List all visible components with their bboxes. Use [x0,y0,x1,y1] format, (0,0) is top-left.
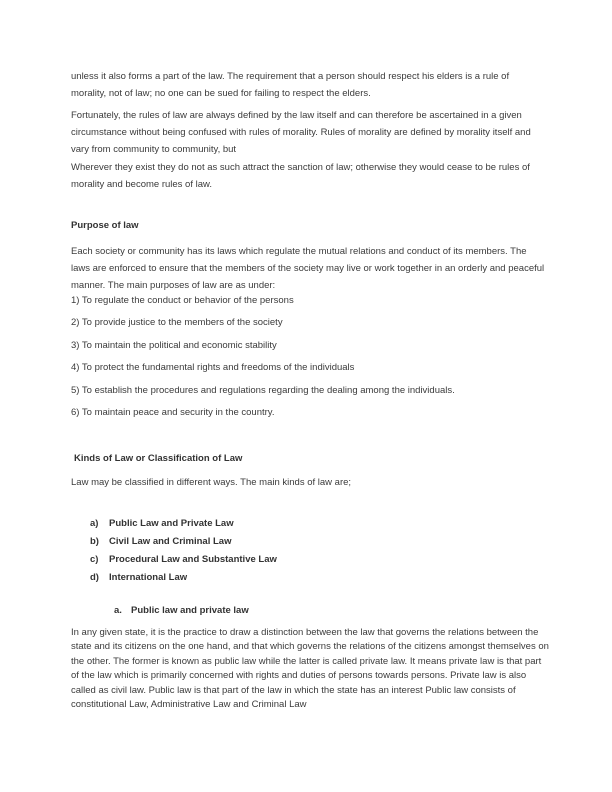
kinds-list-item-label: International Law [109,572,188,583]
list-marker: d) [90,572,99,583]
paragraph-rules-of-law-defined: Fortunately, the rules of law are always defined by the law itself and can therefore be ascertained in a given circumstance without being confused with rules of morality. Rules of morality are defined by morality itself and vary from community to community, but [71,110,531,155]
purpose-list-item: 6) To maintain peace and security in the country. [71,407,275,419]
subheading-label: Public law and private law [131,605,249,616]
subheading-public-private-law [114,605,249,617]
subheading-marker: a. [114,605,122,616]
kinds-list-item-label: Procedural Law and Substantive Law [109,554,277,565]
heading-purpose-of-law: Purpose of law [71,220,139,231]
purpose-list-item: 2) To provide justice to the members of the society [71,317,283,329]
kinds-lettered-list [90,515,277,587]
heading-kinds-of-law: Kinds of Law or Classification of Law [74,453,243,464]
paragraph-morality-rule: unless it also forms a part of the law. The requirement that a person should respect his elders is a rule of morality, not of law; no one can be sued for failing to respect the elders. [71,71,510,99]
paragraph-purpose-intro: Each society or community has its laws which regulate the mutual relations and conduct of its members. The laws are enforced to ensure that the members of the society may live or work together in an orderly and peaceful manner. The main purposes of law are as under: [71,246,545,291]
kinds-list-item-label: Civil Law and Criminal Law [109,536,232,547]
kinds-list-item [90,533,277,551]
list-marker: c) [90,554,99,565]
kinds-list-item [90,515,277,533]
purpose-numbered-list [71,290,549,424]
purpose-list-item: 5) To establish the procedures and regulations regarding the dealing among the individuals. [71,384,455,396]
list-marker: a) [90,518,99,529]
paragraph-sanction-of-law: Wherever they exist they do not as such attract the sanction of law; otherwise they would cease to be rules of morality and become rules of law. [71,162,530,190]
purpose-list-item: 3) To maintain the political and economic stability [71,339,277,351]
paragraph-public-private-body: In any given state, it is the practice to draw a distinction between the law that governs the relations between the state and its citizens on the one hand, and that which governs the relations of the citizens amongst themselves on the other. The former is known as public law while the latter is called private law. It means private law is that part of the law which is primarily concerned with rights and duties of persons towards persons. Private law is also called as civil law. Public law is that part of the law in which the state has an interest Public law consists of constitutional Law, Administrative Law and Criminal Law [71,627,549,711]
kinds-list-item [90,551,277,569]
paragraph-kinds-intro: Law may be classified in different ways. The main kinds of law are; [71,477,352,488]
kinds-list-item-label: Public Law and Private Law [109,518,234,529]
purpose-list-item: 4) To protect the fundamental rights and freedoms of the individuals [71,362,355,374]
purpose-list-item: 1) To regulate the conduct or behavior of the persons [71,295,294,306]
kinds-list-item [90,569,277,587]
list-marker: b) [90,536,99,547]
